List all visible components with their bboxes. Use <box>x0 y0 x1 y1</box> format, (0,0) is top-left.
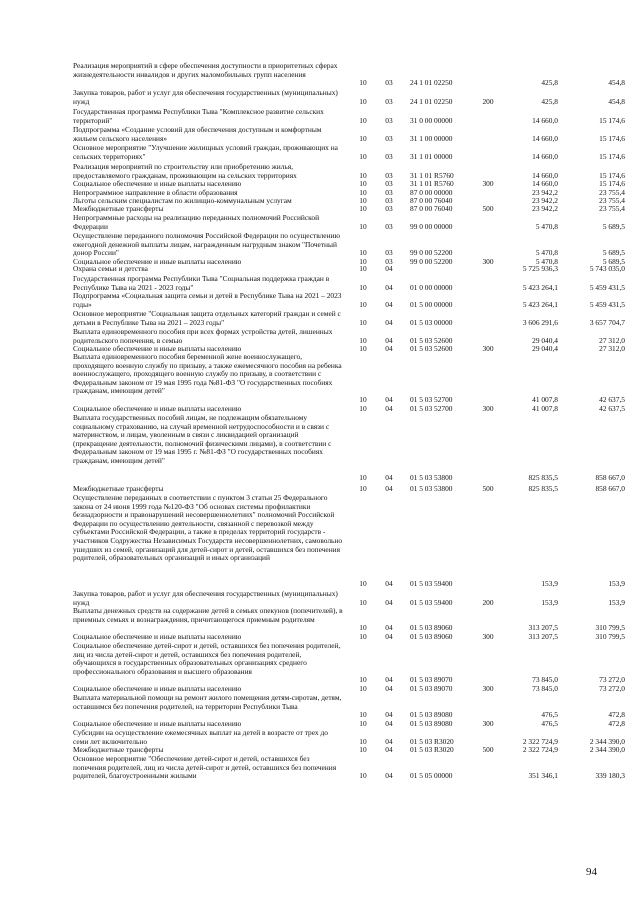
section-code: 10 <box>359 736 367 746</box>
target-article-code: 87 0 00 76040 <box>410 204 453 213</box>
amount-year-1: 14 660,0 <box>532 133 558 143</box>
table-row <box>0 494 639 589</box>
subsection-code: 03 <box>385 196 393 205</box>
table-row <box>0 292 639 309</box>
amount-year-2: 42 637,5 <box>599 404 625 413</box>
table-row <box>0 590 639 607</box>
expense-type-code: 300 <box>482 684 494 693</box>
target-article-code: 01 5 03 89060 <box>410 623 453 633</box>
amount-year-1: 425,8 <box>541 96 558 106</box>
section-code: 10 <box>359 579 367 588</box>
amount-year-2: 454,8 <box>608 96 625 106</box>
expense-type-code: 300 <box>482 257 494 266</box>
amount-year-2: 858 667,0 <box>595 473 625 483</box>
row-description: Субсидии на осуществление ежемесячных выплат на детей в возрасте от трех до семи лет включительно <box>73 728 328 746</box>
amount-year-1: 5 470,8 <box>535 221 558 231</box>
target-article-code: 01 5 03 52600 <box>410 344 453 353</box>
target-article-code: 24 1 01 02250 <box>410 78 453 88</box>
amount-year-1: 73 845,0 <box>532 675 558 685</box>
expense-type-code: 500 <box>482 204 494 213</box>
expense-type-code: 300 <box>482 719 494 728</box>
section-code: 10 <box>359 404 367 413</box>
section-code: 10 <box>359 96 367 106</box>
target-article-code: 01 5 03 89070 <box>410 684 453 693</box>
amount-year-2: 310 799,5 <box>595 632 625 641</box>
subsection-code: 04 <box>385 579 393 588</box>
amount-year-2: 42 637,5 <box>599 395 625 404</box>
amount-year-2: 23 755,4 <box>599 188 625 197</box>
amount-year-2: 5 689,5 <box>602 257 625 266</box>
section-code: 10 <box>359 395 367 404</box>
section-code: 10 <box>359 299 367 309</box>
target-article-code: 24 1 01 02250 <box>410 96 453 106</box>
amount-year-1: 5 423 264,1 <box>522 299 558 309</box>
expense-type-code: 500 <box>482 745 494 754</box>
amount-year-1: 153,9 <box>541 579 558 588</box>
amount-year-1: 153,9 <box>541 597 558 607</box>
row-description: Государственная программа Республики Тыва "Социальная поддержка граждан в Республике Тыва на 2021 - 2023 годы" <box>73 274 330 292</box>
section-code: 10 <box>359 632 367 641</box>
expense-type-code: 500 <box>482 484 494 493</box>
row-description: Охрана семьи и детства <box>73 264 148 273</box>
amount-year-1: 425,8 <box>541 78 558 88</box>
amount-year-1: 14 660,0 <box>532 115 558 125</box>
amount-year-2: 5 689,5 <box>602 221 625 231</box>
section-code: 10 <box>359 710 367 720</box>
amount-year-1: 5 470,8 <box>535 248 558 258</box>
target-article-code: 01 5 03 59400 <box>410 579 453 588</box>
amount-year-2: 5 743 035,0 <box>589 264 625 273</box>
expense-type-code: 300 <box>482 179 494 188</box>
row-description: Социальное обеспечение и иные выплаты населению <box>73 257 242 266</box>
section-code: 10 <box>359 264 367 273</box>
amount-year-1: 2 322 724,9 <box>522 736 558 746</box>
amount-year-2: 27 312,0 <box>599 344 625 353</box>
row-description: Социальное обеспечение и иные выплаты населению <box>73 684 242 693</box>
subsection-code: 03 <box>385 78 393 88</box>
amount-year-2: 472,8 <box>608 710 625 720</box>
target-article-code: 01 5 03 89080 <box>410 710 453 720</box>
amount-year-1: 23 942,2 <box>532 188 558 197</box>
amount-year-1: 29 040,4 <box>532 335 558 345</box>
amount-year-1: 5 423 264,1 <box>522 282 558 292</box>
row-description: Закупка товаров, работ и услуг для обеспечения государственных (муниципальных) нужд <box>73 88 338 106</box>
table-row <box>0 328 639 345</box>
table-row <box>0 265 639 274</box>
amount-year-2: 23 755,4 <box>599 196 625 205</box>
subsection-code: 04 <box>385 736 393 746</box>
subsection-code: 03 <box>385 151 393 161</box>
target-article-code: 01 5 00 00000 <box>410 299 453 309</box>
target-article-code: 01 5 05 00000 <box>410 771 453 781</box>
section-code: 10 <box>359 133 367 143</box>
row-description: Социальное обеспечение и иные выплаты населению <box>73 179 242 188</box>
target-article-code: 31 0 00 00000 <box>410 115 453 125</box>
table-row <box>0 62 639 88</box>
amount-year-2: 27 312,0 <box>599 335 625 345</box>
row-description: Социальное обеспечение детей-сирот и детей, оставшихся без попечения родителей, лиц из числа детей-сирот и детей, оставшихся без попечения родителей, обучающихся в государственных образовательных организациях среднего профессионального образования и высшего образования <box>73 641 341 676</box>
section-code: 10 <box>359 179 367 188</box>
section-code: 10 <box>359 257 367 266</box>
amount-year-2: 310 799,5 <box>595 623 625 633</box>
amount-year-2: 23 755,4 <box>599 204 625 213</box>
table-row <box>0 755 639 781</box>
amount-year-2: 5 459 431,5 <box>589 282 625 292</box>
subsection-code: 04 <box>385 344 393 353</box>
row-description: Льготы сельским специалистам по жилищно-коммунальным услугам <box>73 196 292 205</box>
subsection-code: 04 <box>385 623 393 633</box>
amount-year-2: 15 174,6 <box>599 179 625 188</box>
table-row <box>0 89 639 106</box>
subsection-code: 04 <box>385 597 393 607</box>
subsection-code: 03 <box>385 221 393 231</box>
amount-year-1: 825 835,5 <box>528 484 558 493</box>
target-article-code: 01 5 03 89060 <box>410 632 453 641</box>
expense-type-code: 200 <box>482 96 494 106</box>
section-code: 10 <box>359 597 367 607</box>
expense-type-code: 300 <box>482 632 494 641</box>
row-description: Осуществление переданного полномочия Российской Федерации по осуществлению ежегодной денежной выплаты лицам, награжденным нагрудным знаком "Почетный донор России" <box>73 231 341 258</box>
amount-year-2: 15 174,6 <box>599 170 625 180</box>
row-description: Социальное обеспечение и иные выплаты населению <box>73 344 242 353</box>
target-article-code: 87 0 00 76040 <box>410 196 453 205</box>
target-article-code: 01 5 03 R3020 <box>410 736 454 746</box>
subsection-code: 04 <box>385 632 393 641</box>
target-article-code: 31 1 01 R5760 <box>410 179 454 188</box>
target-article-code: 01 5 03 59400 <box>410 597 453 607</box>
row-description: Непрограммные расходы на реализацию переданных полномочий Российской Федерации <box>73 213 320 231</box>
table-row <box>0 275 639 292</box>
expense-type-code: 300 <box>482 404 494 413</box>
subsection-code: 04 <box>385 484 393 493</box>
row-description: Государственная программа Республики Тыва "Комплексное развитие сельских территорий" <box>73 107 324 125</box>
table-row <box>0 607 639 633</box>
row-description: Непрограммное направление в области образования <box>73 188 238 197</box>
subsection-code: 04 <box>385 473 393 483</box>
row-description: Социальное обеспечение и иные выплаты населению <box>73 632 242 641</box>
target-article-code: 99 0 00 52200 <box>410 257 453 266</box>
section-code: 10 <box>359 473 367 483</box>
target-article-code: 99 0 00 00000 <box>410 221 453 231</box>
subsection-code: 03 <box>385 248 393 258</box>
amount-year-1: 73 845,0 <box>532 684 558 693</box>
amount-year-1: 41 007,8 <box>532 404 558 413</box>
row-description: Выплата государственных пособий лицам, не подлежащим обязательному социальному страхованию, на случай временной нетрудоспособности и в связи с материнством, и лицам, уволенным в связи с ликвидацией организаций (прекращение деятельности, полномочий физическими лицами), в соответствии с Федеральным законом от 19 мая 1995 г. №81-ФЗ "О государственных пособиях гражданам, имеющим детей" <box>73 413 332 465</box>
row-description: Социальное обеспечение и иные выплаты населению <box>73 404 242 413</box>
subsection-code: 03 <box>385 204 393 213</box>
target-article-code: 01 5 03 89070 <box>410 675 453 685</box>
amount-year-1: 23 942,2 <box>532 204 558 213</box>
target-article-code: 01 5 03 52700 <box>410 395 453 404</box>
row-description: Осуществление переданных в соответствии с пунктом 3 статьи 25 Федерального закона от 24 июня 1999 года №120-ФЗ "Об основах системы профилактики безнадзорности и правонарушений несовершеннолетних" полномочий Российской Федерации по осуществлению деятельности, связанной с перевозкой между субъектами Российской Федерации, а также в пределах территорий государств - участников Содружества Независимых Государств несовершеннолетних, самовольно ушедших из семей, организаций для детей-сирот и детей, оставшихся без попечения родителей, образовательных организаций и иных организаций <box>73 493 343 563</box>
section-code: 10 <box>359 745 367 754</box>
row-description: Реализация мероприятий по строительству или приобретению жилья, предоставляемого гражданам, проживающим на сельских территориях <box>73 162 297 180</box>
target-article-code: 01 5 03 R3020 <box>410 745 454 754</box>
subsection-code: 03 <box>385 96 393 106</box>
amount-year-1: 313 207,5 <box>528 632 558 641</box>
row-description: Межбюджетные трансферты <box>73 204 164 213</box>
target-article-code: 01 5 03 52700 <box>410 404 453 413</box>
expense-type-code: 200 <box>482 597 494 607</box>
row-description: Выплата единовременного пособия беременной жене военнослужащего, проходящего военную службу по призыву, а также ежемесячного пособия на ребенка военнослужащего, проходящего военную службу по призыву, в соответствии с Федеральным законом от 19 мая 1995 года №81-ФЗ "О государственных пособиях гражданам, имеющим детей" <box>73 352 342 396</box>
target-article-code: 01 5 03 52600 <box>410 335 453 345</box>
subsection-code: 03 <box>385 179 393 188</box>
amount-year-1: 351 346,1 <box>528 771 558 781</box>
section-code: 10 <box>359 170 367 180</box>
amount-year-2: 472,8 <box>608 719 625 728</box>
section-code: 10 <box>359 151 367 161</box>
row-description: Основное мероприятие "Социальная защита отдельных категорий граждан и семей с детьми в Республике Тыва на 2021 – 2023 годы" <box>73 309 341 327</box>
table-row <box>0 353 639 405</box>
amount-year-2: 73 272,0 <box>599 684 625 693</box>
amount-year-2: 2 344 390,0 <box>589 736 625 746</box>
amount-year-2: 153,9 <box>608 579 625 588</box>
row-description: Подпрограмма «Создание условий для обеспечения доступным и комфортным жильем сельского населения» <box>73 125 322 143</box>
amount-year-1: 14 660,0 <box>532 179 558 188</box>
subsection-code: 04 <box>385 335 393 345</box>
section-code: 10 <box>359 675 367 685</box>
table-row <box>0 214 639 231</box>
section-code: 10 <box>359 221 367 231</box>
row-description: Подпрограмма «Социальная защита семьи и детей в Республике Тыва на 2021 – 2023 годы» <box>73 291 342 309</box>
amount-year-2: 858 667,0 <box>595 484 625 493</box>
row-description: Основное мероприятие "Обеспечение детей-сирот и детей, оставшихся без попечения родителей, лиц из числа детей-сирот и детей, оставшихся без попечения родителей, благоустроенными жилыми <box>73 754 337 781</box>
subsection-code: 03 <box>385 170 393 180</box>
amount-year-1: 313 207,5 <box>528 623 558 633</box>
amount-year-1: 825 835,5 <box>528 473 558 483</box>
amount-year-1: 3 606 291,6 <box>522 317 558 327</box>
amount-year-2: 15 174,6 <box>599 133 625 143</box>
section-code: 10 <box>359 684 367 693</box>
amount-year-2: 5 459 431,5 <box>589 299 625 309</box>
section-code: 10 <box>359 719 367 728</box>
subsection-code: 04 <box>385 404 393 413</box>
target-article-code: 01 5 03 89080 <box>410 719 453 728</box>
table-row <box>0 144 639 161</box>
amount-year-1: 2 322 724,9 <box>522 745 558 754</box>
amount-year-1: 29 040,4 <box>532 344 558 353</box>
amount-year-1: 14 660,0 <box>532 151 558 161</box>
subsection-code: 04 <box>385 264 393 273</box>
page-number: 94 <box>586 866 597 878</box>
subsection-code: 04 <box>385 282 393 292</box>
section-code: 10 <box>359 188 367 197</box>
section-code: 10 <box>359 317 367 327</box>
row-description: Реализация мероприятий в сфере обеспечения доступности в приоритетных сферах жизнедеятельности инвалидов и других маломобильных групп населения <box>73 61 338 79</box>
row-description: Межбюджетные трансферты <box>73 745 164 754</box>
section-code: 10 <box>359 78 367 88</box>
target-article-code: 31 1 00 00000 <box>410 133 453 143</box>
expense-type-code: 300 <box>482 344 494 353</box>
row-description: Межбюджетные трансферты <box>73 484 164 493</box>
subsection-code: 03 <box>385 188 393 197</box>
table-row <box>0 310 639 327</box>
target-article-code: 31 1 01 00000 <box>410 151 453 161</box>
table-row <box>0 108 639 125</box>
amount-year-1: 41 007,8 <box>532 395 558 404</box>
table-row <box>0 729 639 746</box>
amount-year-2: 5 689,5 <box>602 248 625 258</box>
subsection-code: 03 <box>385 115 393 125</box>
amount-year-2: 15 174,6 <box>599 151 625 161</box>
section-code: 10 <box>359 115 367 125</box>
subsection-code: 04 <box>385 395 393 404</box>
subsection-code: 04 <box>385 771 393 781</box>
section-code: 10 <box>359 248 367 258</box>
amount-year-2: 454,8 <box>608 78 625 88</box>
table-row <box>0 642 639 685</box>
target-article-code: 01 5 03 53800 <box>410 473 453 483</box>
amount-year-1: 23 942,2 <box>532 196 558 205</box>
section-code: 10 <box>359 204 367 213</box>
amount-year-2: 2 344 390,0 <box>589 745 625 754</box>
target-article-code: 01 0 00 00000 <box>410 282 453 292</box>
subsection-code: 04 <box>385 745 393 754</box>
table-row <box>0 414 639 483</box>
amount-year-1: 476,5 <box>541 719 558 728</box>
target-article-code: 87 0 00 00000 <box>410 188 453 197</box>
target-article-code: 01 5 03 53800 <box>410 484 453 493</box>
amount-year-2: 339 180,3 <box>595 771 625 781</box>
table-row <box>0 126 639 143</box>
row-description: Выплата материальной помощи на ремонт жилого помещения детям-сиротам, детям, оставшимся без попечения родителей, на территории Республики Тыва <box>73 693 342 711</box>
row-description: Закупка товаров, работ и услуг для обеспечения государственных (муниципальных) нужд <box>73 589 338 607</box>
section-code: 10 <box>359 196 367 205</box>
amount-year-2: 15 174,6 <box>599 115 625 125</box>
table-row <box>0 163 639 180</box>
amount-year-1: 5 725 936,3 <box>522 264 558 273</box>
subsection-code: 03 <box>385 257 393 266</box>
subsection-code: 04 <box>385 684 393 693</box>
table-row <box>0 232 639 258</box>
section-code: 10 <box>359 771 367 781</box>
subsection-code: 04 <box>385 299 393 309</box>
row-description: Выплаты денежных средств на содержание детей в семьях опекунов (попечителей), в приемных семьях и вознаграждения, причитающегося приемным родителям <box>73 606 343 624</box>
subsection-code: 04 <box>385 719 393 728</box>
subsection-code: 04 <box>385 317 393 327</box>
target-article-code: 31 1 01 R5760 <box>410 170 454 180</box>
row-description: Социальное обеспечение и иные выплаты населению <box>73 719 242 728</box>
section-code: 10 <box>359 484 367 493</box>
subsection-code: 03 <box>385 133 393 143</box>
section-code: 10 <box>359 335 367 345</box>
target-article-code: 99 0 00 52200 <box>410 248 453 258</box>
amount-year-1: 14 660,0 <box>532 170 558 180</box>
section-code: 10 <box>359 282 367 292</box>
amount-year-1: 5 470,8 <box>535 257 558 266</box>
amount-year-2: 73 272,0 <box>599 675 625 685</box>
row-description: Основное мероприятие "Улучшение жилищных условий граждан, проживающих на сельских территориях" <box>73 143 338 161</box>
target-article-code: 01 5 03 00000 <box>410 317 453 327</box>
amount-year-1: 476,5 <box>541 710 558 720</box>
table-row <box>0 694 639 720</box>
row-description: Выплата единовременного пособия при всех формах устройства детей, лишенных родительского попечения, в семью <box>73 327 333 345</box>
amount-year-2: 3 657 704,7 <box>589 317 625 327</box>
subsection-code: 04 <box>385 675 393 685</box>
amount-year-2: 153,9 <box>608 597 625 607</box>
section-code: 10 <box>359 344 367 353</box>
section-code: 10 <box>359 623 367 633</box>
subsection-code: 04 <box>385 710 393 720</box>
